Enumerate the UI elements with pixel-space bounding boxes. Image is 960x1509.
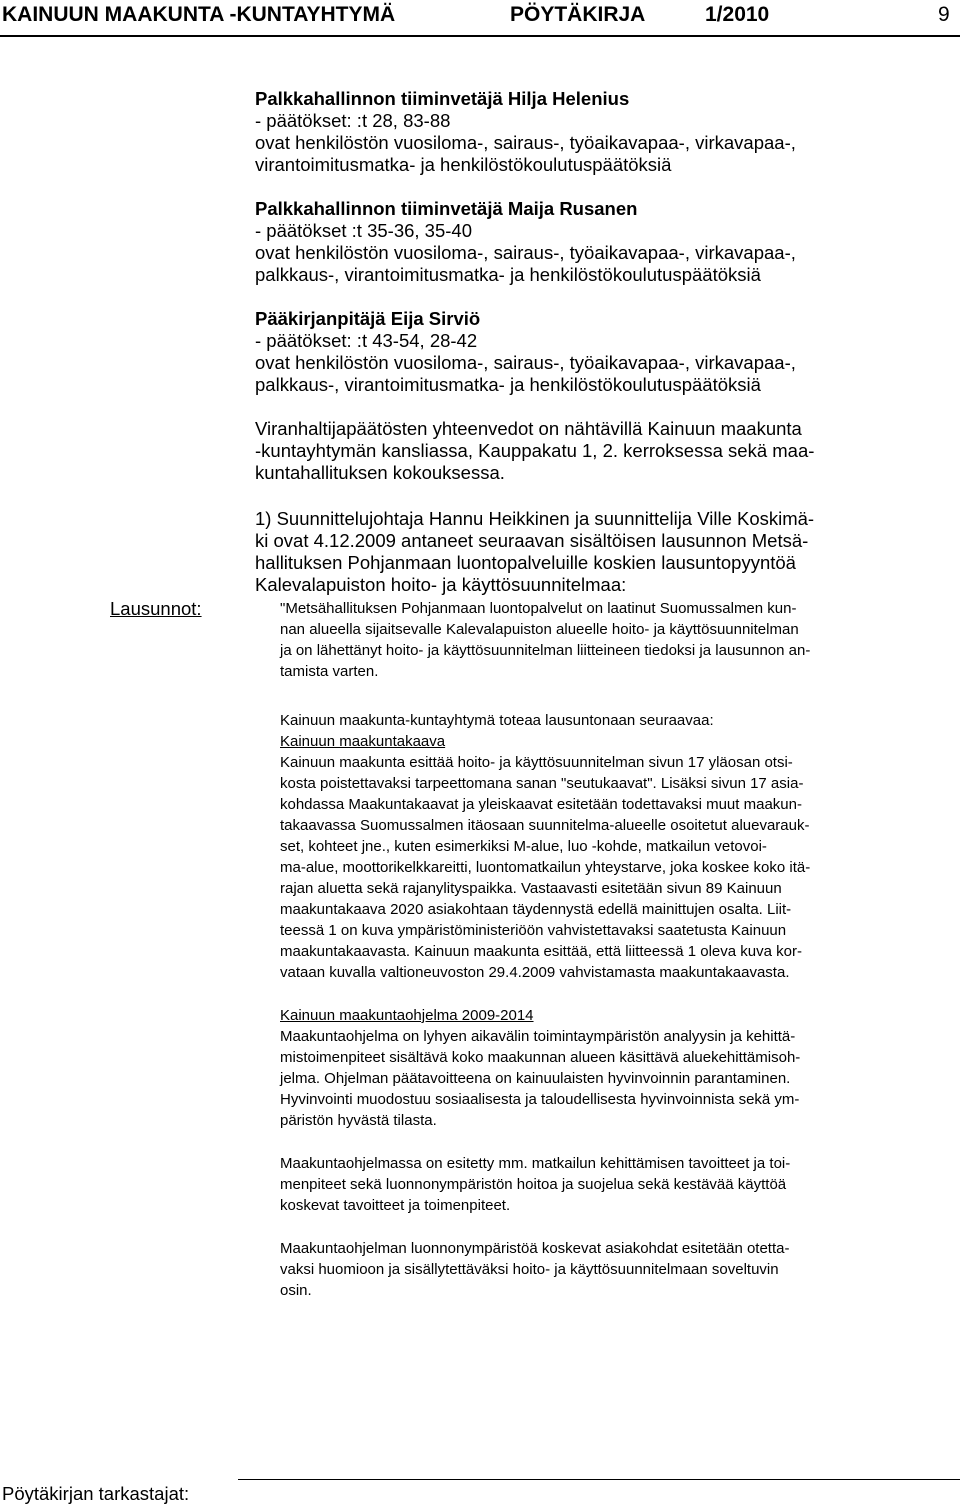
section-line: Hyvinvointi muodostuu sosiaalisesta ja taloudellisesta hyvinvoinnista sekä ym- (280, 1091, 800, 1108)
main-content (255, 88, 955, 1301)
official-name: Pääkirjanpitäjä Eija Sirviö (255, 308, 481, 329)
statement-lead-line: ki ovat 4.12.2009 antaneet seuraavan sisältöisen lausunnon Metsä- (255, 530, 809, 551)
section-line: set, kohteet jne., kuten esimerkiksi M-alue, luo -kohde, matkailun vetovoi- (280, 838, 767, 855)
quote-line: tamista varten. (280, 663, 379, 680)
section-line: maakuntakaavasta. Kainuun maakunta esittää, että liitteessä 1 oleva kuva kor- (280, 943, 802, 960)
document-type: PÖYTÄKIRJA (510, 3, 646, 26)
official-description: palkkaus-, virantoimitusmatka- ja henkilöstökoulutuspäätöksiä (255, 264, 761, 285)
summary-line: kuntahallituksen kokouksessa. (255, 462, 505, 483)
section-heading: Kainuun maakuntakaava (280, 733, 446, 750)
official-description: palkkaus-, virantoimitusmatka- ja henkilöstökoulutuspäätöksiä (255, 374, 761, 395)
official-decisions: - päätökset: :t 43-54, 28-42 (255, 330, 478, 351)
official-description: ovat henkilöstön vuosiloma-, sairaus-, työaikavapaa-, virkavapaa-, (255, 352, 796, 373)
official-decisions: - päätökset :t 35-36, 35-40 (255, 220, 472, 241)
summary-paragraph (255, 418, 955, 484)
response-intro: Kainuun maakunta-kuntayhtymä toteaa lausuntonaan seuraavaa: (280, 712, 714, 729)
page-header (0, 0, 960, 30)
section-heading: Kainuun maakuntaohjelma 2009-2014 (280, 1007, 534, 1024)
section-line: maakuntakaava 2020 asiakohtaan täydennystä edellä mainittujen osalta. Liit- (280, 901, 792, 918)
section-line: jelma. Ohjelman päätavoitteena on kainuulaisten hyvinvoinnin parantaminen. (280, 1070, 791, 1087)
section-line: kohdassa Maakuntakaavat ja yleiskaavat esitetään todettavaksi muut maakun- (280, 796, 802, 813)
official-name: Palkkahallinnon tiiminvetäjä Maija Rusanen (255, 198, 638, 219)
paragraph-line: koskevat tavoitteet ja toimenpiteet. (280, 1197, 511, 1214)
reviewers-label: Pöytäkirjan tarkastajat: (2, 1483, 190, 1504)
statement-section (255, 508, 955, 1301)
section-line: kosta poistettavaksi tarpeettomana sanan "seutukaavat". Lisäksi sivun 17 asia- (280, 775, 804, 792)
section-line: vataan kuvalla valtioneuvoston 29.4.2009 vahvistamasta maakuntakaavasta. (280, 964, 790, 981)
statement-body (280, 598, 955, 1301)
official-description: ovat henkilöstön vuosiloma-, sairaus-, työaikavapaa-, virkavapaa-, (255, 242, 796, 263)
document-number: 1/2010 (705, 3, 770, 26)
page-number: 9 (938, 3, 950, 26)
paragraph-line: osin. (280, 1282, 312, 1299)
official-block (255, 88, 955, 176)
official-description: ovat henkilöstön vuosiloma-, sairaus-, työaikavapaa-, virkavapaa-, (255, 132, 796, 153)
section-line: Maakuntaohjelma on lyhyen aikavälin toimintaympäristön analyysin ja kehittä- (280, 1028, 796, 1045)
maakuntakaava-section (280, 710, 955, 983)
section-line: Kainuun maakunta esittää hoito- ja käyttösuunnitelman sivun 17 yläosan otsi- (280, 754, 793, 771)
footer-divider (238, 1479, 960, 1480)
quote-line: nan alueella sijaitsevalle Kalevalapuiston alueelle hoito- ja käyttösuunnitelman (280, 621, 799, 638)
organization-name: KAINUUN MAAKUNTA -KUNTAYHTYMÄ (2, 3, 396, 26)
header-divider (0, 35, 960, 37)
environment-paragraph (280, 1238, 955, 1301)
official-description: virantoimitusmatka- ja henkilöstökoulutuspäätöksiä (255, 154, 672, 175)
tourism-paragraph (280, 1153, 955, 1216)
paragraph-line: vaksi huomioon ja sisällytettäväksi hoito- ja käyttösuunnitelmaan soveltuvin (280, 1261, 779, 1278)
paragraph-line: Maakuntaohjelman luonnonympäristöä koskevat asiakohdat esitetään otetta- (280, 1240, 790, 1257)
section-line: teessä 1 on kuva ympäristöministeriöön vahvistettavaksi saatetusta Kainuun (280, 922, 787, 939)
statement-lead (255, 508, 955, 596)
section-line: päristön hyvästä tilasta. (280, 1112, 437, 1129)
statements-label: Lausunnot: (110, 598, 202, 619)
paragraph-line: menpiteet sekä luonnonympäristön hoitoa ja suojelua sekä kestävää käyttöä (280, 1176, 787, 1193)
paragraph-line: Maakuntaohjelmassa on esitetty mm. matkailun kehittämisen tavoitteet ja toi- (280, 1155, 791, 1172)
statement-lead-line: 1) Suunnittelujohtaja Hannu Heikkinen ja suunnittelija Ville Koskimä- (255, 508, 815, 529)
quote-line: ja on lähettänyt hoito- ja käyttösuunnitelman liitteineen tiedoksi ja lausunnon an- (280, 642, 811, 659)
official-block (255, 308, 955, 396)
quoted-paragraph (280, 598, 955, 682)
section-line: takaavassa Suomussalmen itäosaan suunnitelma-alueelle osoitetut aluevarauk- (280, 817, 810, 834)
statement-lead-line: Kalevalapuiston hoito- ja käyttösuunnitelmaa: (255, 574, 627, 595)
maakuntaohjelma-section (280, 1005, 955, 1131)
section-line: rajan aluetta sekä rajanylityspaikka. Vastaavasti esitetään sivun 89 Kainuun (280, 880, 782, 897)
official-name: Palkkahallinnon tiiminvetäjä Hilja Helenius (255, 88, 630, 109)
official-block (255, 198, 955, 286)
official-decisions: - päätökset: :t 28, 83-88 (255, 110, 451, 131)
section-line: mistoimenpiteet sisältävä koko maakunnan alueen käsittävä aluekehittämisoh- (280, 1049, 801, 1066)
statement-lead-line: hallituksen Pohjanmaan luontopalveluille koskien lausuntopyyntöä (255, 552, 796, 573)
section-line: ma-alue, moottorikelkkareitti, luontomatkailun yhteystarve, joka koskee koko itä- (280, 859, 811, 876)
summary-line: -kuntayhtymän kansliassa, Kauppakatu 1, 2. kerroksessa sekä maa- (255, 440, 815, 461)
quote-line: "Metsähallituksen Pohjanmaan luontopalvelut on laatinut Suomussalmen kun- (280, 600, 797, 617)
summary-line: Viranhaltijapäätösten yhteenvedot on nähtävillä Kainuun maakunta (255, 418, 802, 439)
